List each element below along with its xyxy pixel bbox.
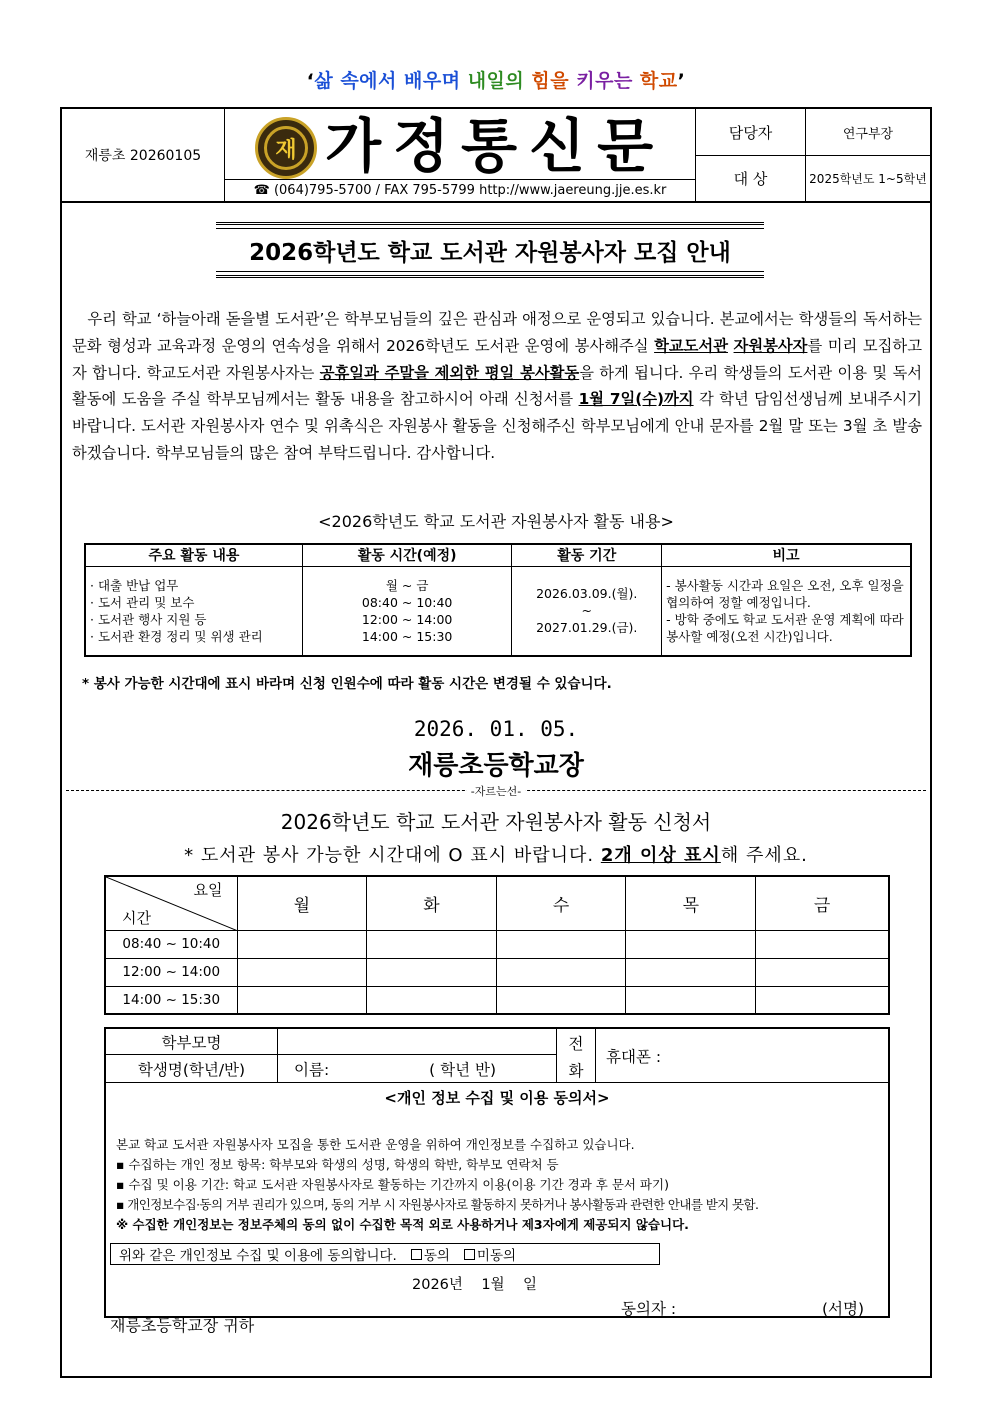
body-text-4: 을 하게 됩니다. 우리 학생들의 도서관 이용 및 독서 활동에 도움을 주실 학부모님께서는 활동 내용을 참고하시어 아래 신청서를	[72, 363, 922, 409]
agree-yes-label: 동의	[423, 1248, 450, 1264]
parent-name-field[interactable]	[278, 1029, 556, 1055]
owner-value: 연구부장	[842, 126, 894, 142]
activity-col-time: 활동 시간(예정)	[302, 544, 511, 566]
masthead	[225, 109, 695, 201]
schedule-cell[interactable]	[367, 986, 497, 1014]
time-slot-3: 14:00 ~ 15:30	[105, 986, 237, 1014]
task-item: · 대출 반납 업무	[90, 577, 179, 593]
day-header-wed: 수	[496, 876, 626, 930]
schedule-corner-cell	[105, 876, 237, 930]
consent-text	[116, 1135, 886, 1235]
consent-line: ▪ 수집 및 이용 기간: 학교 도서관 자원봉사자로 활동하는 기간까지 이용(이용 기간 경과 후 문서 파기)	[116, 1177, 669, 1192]
schedule-cell[interactable]	[496, 930, 626, 958]
consent-line: 본교 학교 도서관 자원봉사자 모집을 통한 도서관 운영을 위하여 개인정보를 수집하고 있습니다.	[116, 1137, 635, 1152]
time-item: 14:00 ~ 15:30	[361, 628, 453, 644]
schedule-cell[interactable]	[237, 930, 367, 958]
header-meta-table	[695, 109, 930, 201]
schedule-cell[interactable]	[756, 958, 889, 986]
period-end: 2027.01.29.(금).	[536, 620, 638, 636]
parent-name-label: 학부모명	[106, 1029, 278, 1055]
slogan-part-1: 삶 속에서 배우며	[314, 70, 461, 92]
consenter-label: 동의자 :	[621, 1300, 677, 1318]
target-value: 2025학년도 1~5학년	[809, 172, 927, 186]
app-note-emphasis: 2개 이상 표시	[600, 845, 721, 866]
consent-title: <개인 정보 수집 및 이용 동의서>	[384, 1089, 610, 1107]
body-text-5: 각 학년 담임선생님께 보내주시기 바랍니다. 도서관 자원봉사자 연수 및 위촉식은 자원봉사 활동을 신청해주신 학부모님에게 안내 문자를 2월 말 또는 3월 초 발송하겠습니다. 학부모님들의 많은 참여 부탁드립니다. 감사합니다.	[72, 390, 922, 462]
task-item: · 도서관 환경 정리 및 위생 관리	[90, 628, 263, 644]
contact-info: ☎ (064)795-5700 / FAX 795-5799 http://www.jaereung.jje.es.kr	[225, 179, 695, 201]
time-item: 월 ~ 금	[385, 577, 429, 593]
applicant-info-row	[106, 1029, 888, 1083]
body-emphasis-4: 1월 7일(수)까지	[578, 390, 694, 409]
time-item: 12:00 ~ 14:00	[361, 611, 453, 627]
notice-title: 2026학년도 학교 도서관 자원봉사자 모집 안내	[216, 222, 764, 278]
schedule-cell[interactable]	[496, 986, 626, 1014]
app-note-text: * 도서관 봉사 가능한 시간대에 O 표시 바랍니다.	[184, 845, 601, 866]
activity-remarks-cell	[662, 566, 911, 656]
slogan-part-4: 키우는	[576, 70, 633, 92]
application-title: 2026학년도 학교 도서관 자원봉사자 활동 신청서	[280, 810, 712, 834]
target-label: 대 상	[696, 156, 806, 201]
day-header-thu: 목	[626, 876, 756, 930]
activity-heading: <2026학년도 학교 도서관 자원봉사자 활동 내용>	[318, 512, 674, 531]
slogan-quote-open: ‘	[306, 70, 315, 92]
day-header-tue: 화	[367, 876, 497, 930]
student-name-label: 이름:	[294, 1061, 330, 1079]
activity-col-period: 활동 기간	[512, 544, 662, 566]
school-emblem-icon	[255, 117, 317, 179]
remark-item: - 봉사활동 시간과 요일은 오전, 오후 일정을 협의하여 정할 예정입니다.	[666, 577, 904, 610]
paper-title: 가정통신문	[325, 112, 666, 180]
body-emphasis-1: 학교도서관	[654, 336, 728, 355]
sign-date: 2026년 1월 일	[412, 1277, 538, 1293]
emblem-glyph: 재	[264, 126, 308, 170]
letter-header	[62, 109, 930, 203]
schedule-cell[interactable]	[367, 930, 497, 958]
schedule-cell[interactable]	[237, 986, 367, 1014]
activity-col-tasks: 주요 활동 내용	[85, 544, 302, 566]
activity-time-cell	[302, 566, 511, 656]
cut-label	[62, 783, 930, 799]
body-text-1: 우리 학교 ‘하늘아래 돋을별 도서관’은 학부모님들의 깊은 관심과 애정으로 운영되고 있습니다. 본교에서는 학생들의 독서하는 문화 형성과 교육과정 운영의 연속성을 위해서 2026학년도 도서관 운영에 봉사해주실	[72, 310, 922, 355]
cut-label-text: -자르는선-	[467, 785, 525, 798]
activity-table	[84, 543, 912, 657]
schedule-cell[interactable]	[756, 930, 889, 958]
schedule-cell[interactable]	[626, 930, 756, 958]
application-note	[62, 841, 930, 867]
signature-label: (서명)	[822, 1300, 865, 1318]
slogan-part-5: 학교	[639, 70, 678, 92]
principal-signature: 재릉초등학교장	[408, 751, 584, 781]
schedule-cell[interactable]	[626, 986, 756, 1014]
task-item: · 도서관 행사 지원 등	[90, 611, 207, 627]
student-grade-label: ( 학년 반)	[429, 1061, 497, 1079]
body-emphasis-2: 자원봉사자	[733, 336, 808, 355]
consent-warning: ※ 수집한 개인정보는 정보주체의 동의 없이 수집한 목적 외로 사용하거나 제3자에게 제공되지 않습니다.	[116, 1217, 689, 1232]
activity-note: * 봉사 가능한 시간대에 표시 바라며 신청 인원수에 따라 활동 시간은 변경될 수 있습니다.	[82, 676, 612, 692]
schedule-cell[interactable]	[626, 958, 756, 986]
document-number: 재릉초 20260105	[62, 109, 225, 201]
time-item: 08:40 ~ 10:40	[361, 594, 453, 610]
day-header-mon: 월	[237, 876, 367, 930]
corner-day-label: 요일	[193, 881, 223, 899]
corner-time-label: 시간	[122, 908, 151, 927]
student-label: 학생명(학년/반)	[106, 1055, 278, 1083]
slogan-part-3: 힘을	[531, 70, 570, 92]
mobile-field[interactable]: 휴대폰 :	[606, 1048, 662, 1066]
remark-item: - 방학 중에도 학교 도서관 운영 계획에 따라 봉사할 예정(오전 시간)입니다.	[666, 611, 904, 644]
body-text-3: 를 미리 모집하고자 합니다. 학교도서관 자원봉사자는	[72, 336, 922, 382]
time-slot-2: 12:00 ~ 14:00	[105, 958, 237, 986]
addressee: 재릉초등학교장 귀하	[110, 1316, 255, 1335]
app-note-tail: 해 주세요.	[720, 845, 808, 866]
schedule-grid	[104, 875, 890, 1015]
slogan-part-2: 내일의	[467, 70, 525, 92]
notice-body	[72, 306, 922, 467]
student-name-field[interactable]	[278, 1055, 556, 1083]
schedule-cell[interactable]	[496, 958, 626, 986]
agree-checkbox[interactable]	[411, 1249, 422, 1260]
agree-text: 위와 같은 개인정보 수집 및 이용에 동의합니다.	[119, 1248, 397, 1264]
issue-date: 2026. 01. 05.	[413, 717, 579, 741]
letter-frame	[60, 107, 932, 1378]
phone-label-1: 전	[568, 1034, 584, 1053]
day-header-fri: 금	[756, 876, 889, 930]
disagree-checkbox[interactable]	[464, 1249, 475, 1260]
period-start: 2026.03.09.(월).	[536, 586, 638, 602]
phone-label-cell	[556, 1029, 596, 1083]
schedule-cell[interactable]	[237, 958, 367, 986]
schedule-cell[interactable]	[756, 986, 889, 1014]
time-slot-1: 08:40 ~ 10:40	[105, 930, 237, 958]
body-emphasis-3: 공휴일과 주말을 제외한 평일 봉사활동	[319, 363, 580, 382]
activity-period-cell	[512, 566, 662, 656]
agree-no-label: 미동의	[476, 1248, 517, 1264]
school-slogan	[0, 66, 992, 93]
activity-tasks-cell	[85, 566, 302, 656]
task-item: · 도서 관리 및 보수	[90, 594, 195, 610]
activity-col-remarks: 비고	[662, 544, 911, 566]
period-separator: ~	[581, 603, 592, 619]
schedule-cell[interactable]	[367, 958, 497, 986]
slogan-quote-close: ’	[677, 70, 686, 92]
agree-box	[110, 1243, 660, 1265]
applicant-form	[104, 1027, 890, 1335]
consent-line: ▪ 수집하는 개인 정보 항목: 학부모와 학생의 성명, 학생의 학반, 학부모 연락처 등	[116, 1157, 559, 1172]
phone-label-2: 화	[568, 1061, 584, 1080]
consent-line: ▪ 개인정보수집·동의 거부 권리가 있으며, 동의 거부 시 자원봉사자로 활동하지 못하거나 봉사활동과 관련한 안내를 받지 못함.	[116, 1197, 759, 1212]
owner-label: 담당자	[696, 109, 806, 155]
